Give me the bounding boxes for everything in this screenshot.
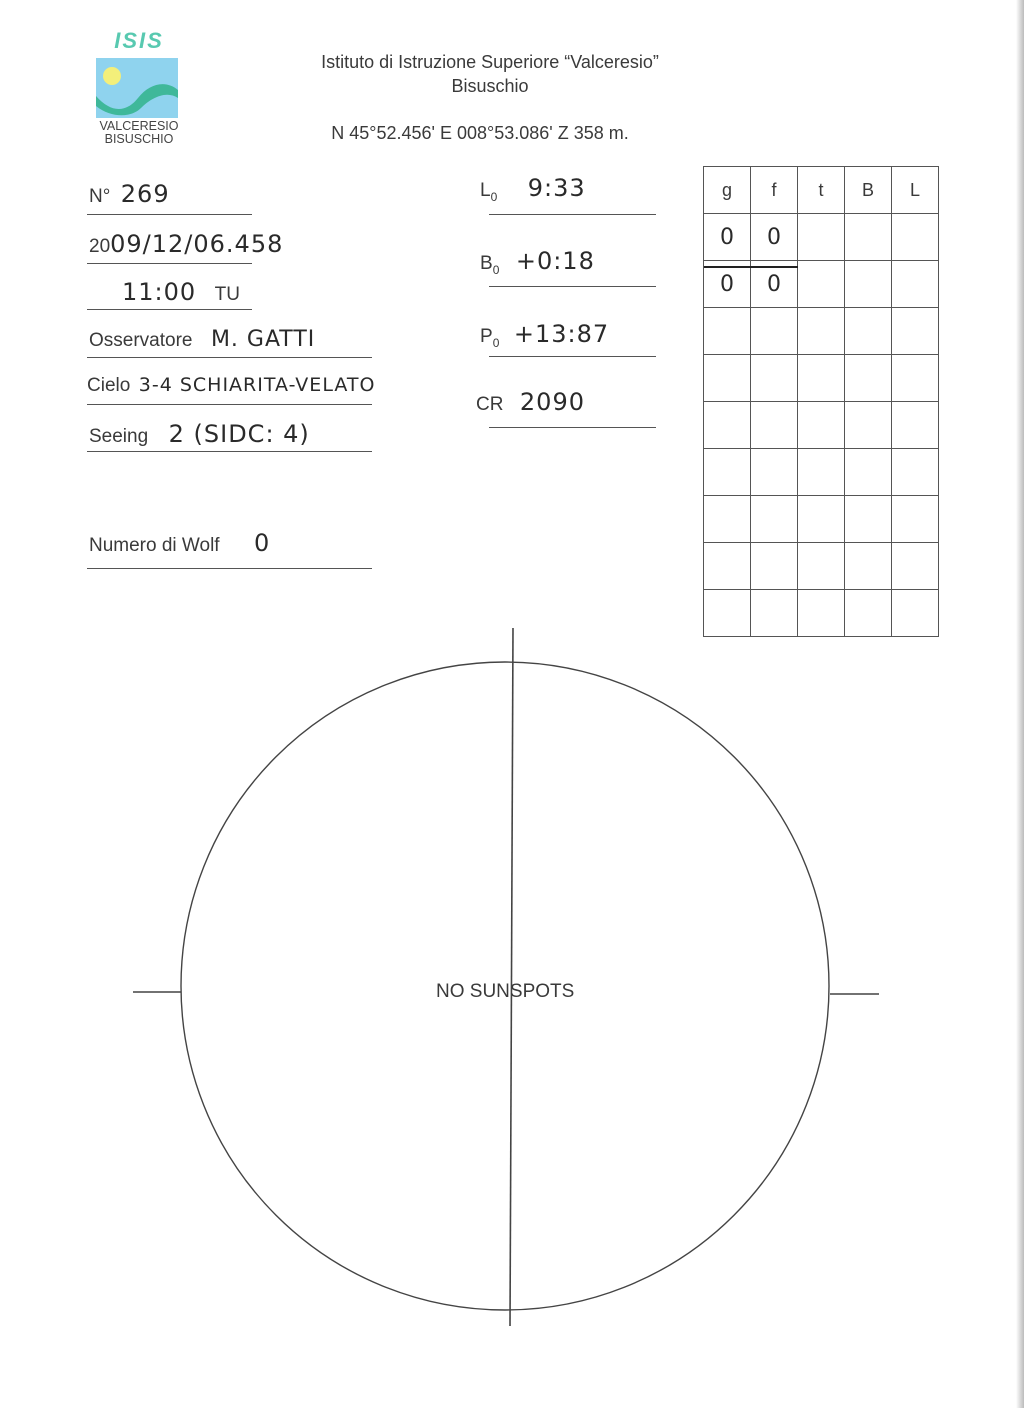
seeing-value: 2 (SIDC: 4) <box>168 420 310 448</box>
logo-caption-line1: VALCERESIO <box>99 119 179 133</box>
time-value: 11:00 <box>122 278 197 306</box>
logo-caption-line2: BISUSCHIO <box>104 132 174 146</box>
wolf-label: Numero di Wolf <box>89 535 220 556</box>
sky-value: 3-4 SCHIARITA-VELATO <box>138 374 376 396</box>
b0-value: +0:18 <box>515 247 595 275</box>
institute-name: Istituto di Istruzione Superiore “Valceresio” <box>321 52 659 72</box>
observer-label: Osservatore <box>89 330 193 351</box>
seeing-label: Seeing <box>89 426 149 447</box>
logo-brand-text: ISIS <box>114 28 164 53</box>
p0-value: +13:87 <box>513 320 610 348</box>
number-value: 269 <box>120 180 170 208</box>
column-header: L <box>892 167 939 214</box>
b0-label: $B_0$ <box>480 253 500 277</box>
observatory-coordinates: N 45°52.456' E 008°53.086' Z 358 m. <box>331 123 629 143</box>
observer-value: M. GATTI <box>210 327 316 352</box>
table-cell: 0 <box>751 214 798 261</box>
column-header: f <box>751 167 798 214</box>
table-cell: 0 <box>704 214 751 261</box>
institute-town: Bisuschio <box>451 76 529 96</box>
p0-label: $P_0$ <box>480 326 500 350</box>
scan-edge <box>1016 0 1024 1408</box>
table-cell: 0 <box>704 261 751 308</box>
column-header: t <box>798 167 845 214</box>
number-label: N° <box>89 186 111 207</box>
l0-label: $L_0$ <box>480 180 498 204</box>
table-cell: 0 <box>751 261 798 308</box>
wolf-value: 0 <box>254 529 271 557</box>
column-header: B <box>845 167 892 214</box>
cr-value: 2090 <box>519 388 585 416</box>
time-unit: TU <box>214 284 240 305</box>
date-prefix: 20 <box>89 236 111 257</box>
column-header: g <box>704 167 751 214</box>
cr-label: CR <box>476 394 504 415</box>
sky-label: Cielo <box>87 375 131 396</box>
l0-value: 9:33 <box>527 174 586 202</box>
disk-vertical-axis <box>510 628 513 1326</box>
date-value: 09/12/06.458 <box>110 230 284 258</box>
no-sunspots-note: NO SUNSPOTS <box>436 981 575 1002</box>
